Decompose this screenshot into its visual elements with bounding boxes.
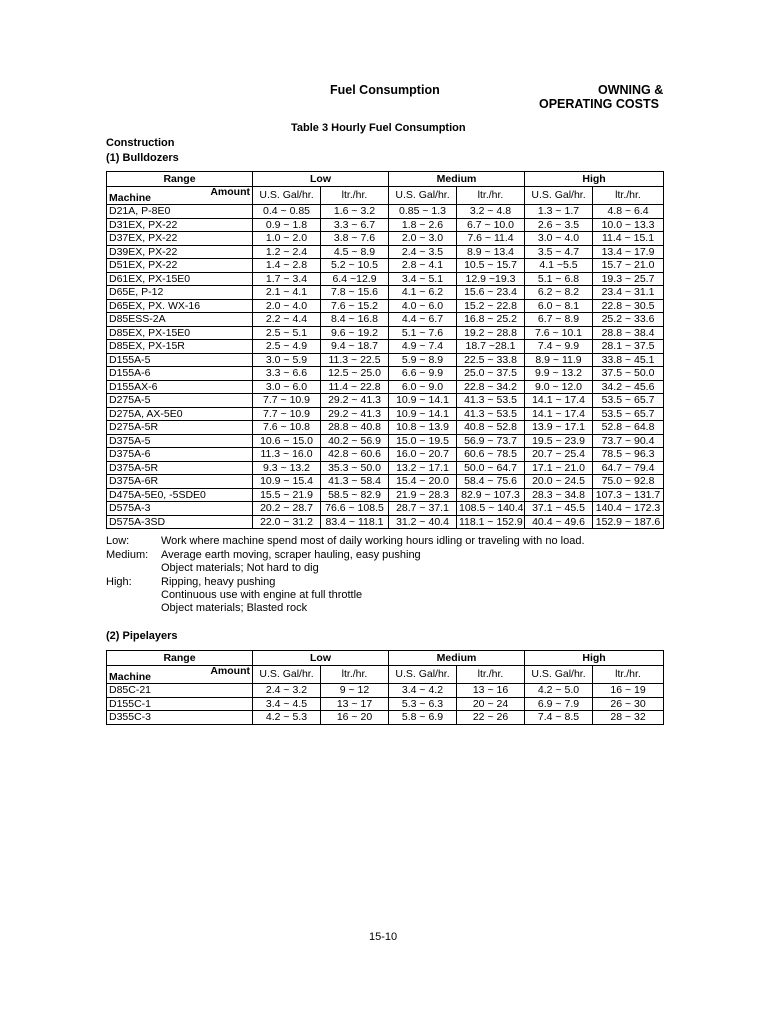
value-cell: 20.0 ~ 24.5 <box>525 475 593 489</box>
bulldozer-table-body <box>107 172 664 529</box>
value-cell: 7.6 ~ 10.1 <box>525 326 593 340</box>
value-cell: 9.3 ~ 13.2 <box>253 461 321 475</box>
table-row <box>107 448 664 462</box>
value-cell: 34.2 ~ 45.6 <box>593 380 664 394</box>
medium-gal-header: U.S. Gal/hr. <box>389 666 457 684</box>
value-cell: 37.1 ~ 45.5 <box>525 502 593 516</box>
table-row <box>107 380 664 394</box>
table-row <box>107 259 664 273</box>
machine-cell: D51EX, PX-22 <box>107 259 253 273</box>
value-cell: 15.6 ~ 23.4 <box>457 286 525 300</box>
value-cell: 8.9 ~ 13.4 <box>457 245 525 259</box>
table-row <box>107 205 664 219</box>
value-cell: 20 ~ 24 <box>457 697 525 711</box>
value-cell: 1.8 ~ 2.6 <box>389 218 457 232</box>
bulldozer-fuel-table <box>106 171 664 529</box>
value-cell: 4.5 ~ 8.9 <box>321 245 389 259</box>
value-cell: 82.9 ~ 107.3 <box>457 488 525 502</box>
value-cell: 42.8 ~ 60.6 <box>321 448 389 462</box>
machine-cell: D85EX, PX-15E0 <box>107 326 253 340</box>
machine-cell: D65E, P-12 <box>107 286 253 300</box>
value-cell: 15.0 ~ 19.5 <box>389 434 457 448</box>
value-cell: 5.1 ~ 7.6 <box>389 326 457 340</box>
value-cell: 118.1 ~ 152.9 <box>457 515 525 529</box>
value-cell: 83.4 ~ 118.1 <box>321 515 389 529</box>
value-cell: 13.9 ~ 17.1 <box>525 421 593 435</box>
value-cell: 4.9 ~ 7.4 <box>389 340 457 354</box>
value-cell: 107.3 ~ 131.7 <box>593 488 664 502</box>
value-cell: 0.85 ~ 1.3 <box>389 205 457 219</box>
value-cell: 3.4 ~ 4.5 <box>253 697 321 711</box>
value-cell: 6.9 ~ 7.9 <box>525 697 593 711</box>
value-cell: 1.4 ~ 2.8 <box>253 259 321 273</box>
value-cell: 9.9 ~ 13.2 <box>525 367 593 381</box>
low-ltr-header: ltr./hr. <box>321 187 389 205</box>
value-cell: 33.8 ~ 45.1 <box>593 353 664 367</box>
value-cell: 11.4 ~ 22.8 <box>321 380 389 394</box>
pipelayers-title: (2) Pipelayers <box>106 630 178 642</box>
value-cell: 16 ~ 19 <box>593 684 664 698</box>
value-cell: 6.7 ~ 10.0 <box>457 218 525 232</box>
machine-cell: D85EX, PX-15R <box>107 340 253 354</box>
medium-ltr-header: ltr./hr. <box>457 187 525 205</box>
value-cell: 4.1 ~ 6.2 <box>389 286 457 300</box>
value-cell: 0.4 ~ 0.85 <box>253 205 321 219</box>
value-cell: 3.4 ~ 5.1 <box>389 272 457 286</box>
value-cell: 2.5 ~ 5.1 <box>253 326 321 340</box>
value-cell: 3.3 ~ 6.6 <box>253 367 321 381</box>
value-cell: 40.2 ~ 56.9 <box>321 434 389 448</box>
amount-label: Amount <box>210 665 250 677</box>
machine-cell: D61EX, PX-15E0 <box>107 272 253 286</box>
legend-medium-label: Medium: <box>106 549 149 561</box>
value-cell: 5.1 ~ 6.8 <box>525 272 593 286</box>
value-cell: 11.3 ~ 16.0 <box>253 448 321 462</box>
table-row <box>107 340 664 354</box>
value-cell: 10.5 ~ 15.7 <box>457 259 525 273</box>
value-cell: 7.7 ~ 10.9 <box>253 394 321 408</box>
value-cell: 11.4 ~ 15.1 <box>593 232 664 246</box>
legend-high-text-1: Ripping, heavy pushing <box>161 576 276 588</box>
value-cell: 2.2 ~ 4.4 <box>253 313 321 327</box>
table-header-row-units <box>107 187 664 205</box>
table-row <box>107 697 664 711</box>
value-cell: 25.0 ~ 37.5 <box>457 367 525 381</box>
value-cell: 10.8 ~ 13.9 <box>389 421 457 435</box>
value-cell: 41.3 ~ 58.4 <box>321 475 389 489</box>
machine-cell: D31EX, PX-22 <box>107 218 253 232</box>
machine-cell: D575A-3 <box>107 502 253 516</box>
section-title: Construction <box>106 137 175 149</box>
table-row <box>107 407 664 421</box>
machine-cell: D375A-6R <box>107 475 253 489</box>
value-cell: 1.7 ~ 3.4 <box>253 272 321 286</box>
value-cell: 7.6 ~ 15.2 <box>321 299 389 313</box>
machine-cell: D155A-6 <box>107 367 253 381</box>
value-cell: 9.4 ~ 18.7 <box>321 340 389 354</box>
table-row <box>107 515 664 529</box>
value-cell: 41.3 ~ 53.5 <box>457 394 525 408</box>
legend-low-text: Work where machine spend most of daily working hours idling or traveling with no load. <box>161 535 585 547</box>
value-cell: 7.6 ~ 11.4 <box>457 232 525 246</box>
table-header-row-groups <box>107 172 664 187</box>
table-row <box>107 313 664 327</box>
value-cell: 14.1 ~ 17.4 <box>525 394 593 408</box>
value-cell: 13 ~ 16 <box>457 684 525 698</box>
value-cell: 7.4 ~ 9.9 <box>525 340 593 354</box>
value-cell: 4.4 ~ 6.7 <box>389 313 457 327</box>
table-row <box>107 286 664 300</box>
value-cell: 1.3 ~ 1.7 <box>525 205 593 219</box>
value-cell: 15.5 ~ 21.9 <box>253 488 321 502</box>
value-cell: 40.8 ~ 52.8 <box>457 421 525 435</box>
bulldozers-title: (1) Bulldozers <box>106 152 179 164</box>
medium-gal-header: U.S. Gal/hr. <box>389 187 457 205</box>
value-cell: 7.4 ~ 8.5 <box>525 711 593 725</box>
value-cell: 41.3 ~ 53.5 <box>457 407 525 421</box>
value-cell: 3.2 ~ 4.8 <box>457 205 525 219</box>
legend-low-label: Low: <box>106 535 130 547</box>
value-cell: 140.4 ~ 172.3 <box>593 502 664 516</box>
value-cell: 29.2 ~ 41.3 <box>321 394 389 408</box>
table-row <box>107 272 664 286</box>
value-cell: 18.7 ~28.1 <box>457 340 525 354</box>
value-cell: 2.5 ~ 4.9 <box>253 340 321 354</box>
value-cell: 1.2 ~ 2.4 <box>253 245 321 259</box>
value-cell: 2.6 ~ 3.5 <box>525 218 593 232</box>
page-number: 15-10 <box>369 931 398 943</box>
value-cell: 6.2 ~ 8.2 <box>525 286 593 300</box>
value-cell: 14.1 ~ 17.4 <box>525 407 593 421</box>
high-header: High <box>525 651 664 666</box>
value-cell: 6.4 ~12.9 <box>321 272 389 286</box>
legend-high-text-3: Object materials; Blasted rock <box>161 602 308 614</box>
value-cell: 20.2 ~ 28.7 <box>253 502 321 516</box>
value-cell: 20.7 ~ 25.4 <box>525 448 593 462</box>
value-cell: 3.4 ~ 4.2 <box>389 684 457 698</box>
value-cell: 2.0 ~ 4.0 <box>253 299 321 313</box>
value-cell: 15.2 ~ 22.8 <box>457 299 525 313</box>
machine-cell: D155AX-6 <box>107 380 253 394</box>
machine-cell: D85C-21 <box>107 684 253 698</box>
medium-header: Medium <box>389 172 525 187</box>
value-cell: 6.7 ~ 8.9 <box>525 313 593 327</box>
value-cell: 3.3 ~ 6.7 <box>321 218 389 232</box>
amount-machine-header <box>107 666 253 684</box>
value-cell: 73.7 ~ 90.4 <box>593 434 664 448</box>
value-cell: 28.1 ~ 37.5 <box>593 340 664 354</box>
value-cell: 22.8 ~ 34.2 <box>457 380 525 394</box>
value-cell: 3.0 ~ 6.0 <box>253 380 321 394</box>
value-cell: 64.7 ~ 79.4 <box>593 461 664 475</box>
value-cell: 53.5 ~ 65.7 <box>593 407 664 421</box>
value-cell: 4.2 ~ 5.3 <box>253 711 321 725</box>
value-cell: 0.9 ~ 1.8 <box>253 218 321 232</box>
low-ltr-header: ltr./hr. <box>321 666 389 684</box>
value-cell: 52.8 ~ 64.8 <box>593 421 664 435</box>
range-header: Range <box>107 172 253 187</box>
right-title-line1: OWNING & <box>598 83 664 97</box>
table-row <box>107 475 664 489</box>
value-cell: 4.0 ~ 6.0 <box>389 299 457 313</box>
value-cell: 28.7 ~ 37.1 <box>389 502 457 516</box>
table-row <box>107 684 664 698</box>
value-cell: 22.0 ~ 31.2 <box>253 515 321 529</box>
amount-machine-header <box>107 187 253 205</box>
machine-cell: D375A-5 <box>107 434 253 448</box>
value-cell: 2.4 ~ 3.5 <box>389 245 457 259</box>
medium-header: Medium <box>389 651 525 666</box>
high-header: High <box>525 172 664 187</box>
table-row <box>107 502 664 516</box>
machine-cell: D375A-6 <box>107 448 253 462</box>
value-cell: 40.4 ~ 49.6 <box>525 515 593 529</box>
value-cell: 16 ~ 20 <box>321 711 389 725</box>
value-cell: 9.6 ~ 19.2 <box>321 326 389 340</box>
table-row <box>107 299 664 313</box>
machine-cell: D21A, P-8E0 <box>107 205 253 219</box>
value-cell: 26 ~ 30 <box>593 697 664 711</box>
low-header: Low <box>253 172 389 187</box>
machine-cell: D39EX, PX-22 <box>107 245 253 259</box>
value-cell: 9 ~ 12 <box>321 684 389 698</box>
value-cell: 19.3 ~ 25.7 <box>593 272 664 286</box>
value-cell: 6.6 ~ 9.9 <box>389 367 457 381</box>
value-cell: 5.2 ~ 10.5 <box>321 259 389 273</box>
machine-label: Machine <box>109 671 152 683</box>
legend-medium-text-2: Object materials; Not hard to dig <box>161 562 319 574</box>
value-cell: 22 ~ 26 <box>457 711 525 725</box>
value-cell: 1.0 ~ 2.0 <box>253 232 321 246</box>
value-cell: 3.8 ~ 7.6 <box>321 232 389 246</box>
value-cell: 19.5 ~ 23.9 <box>525 434 593 448</box>
value-cell: 37.5 ~ 50.0 <box>593 367 664 381</box>
value-cell: 31.2 ~ 40.4 <box>389 515 457 529</box>
machine-cell: D155C-1 <box>107 697 253 711</box>
table-row <box>107 367 664 381</box>
value-cell: 10.0 ~ 13.3 <box>593 218 664 232</box>
high-gal-header: U.S. Gal/hr. <box>525 187 593 205</box>
value-cell: 50.0 ~ 64.7 <box>457 461 525 475</box>
machine-cell: D275A-5 <box>107 394 253 408</box>
value-cell: 8.4 ~ 16.8 <box>321 313 389 327</box>
value-cell: 25.2 ~ 33.6 <box>593 313 664 327</box>
machine-cell: D65EX, PX. WX-16 <box>107 299 253 313</box>
table-row <box>107 488 664 502</box>
value-cell: 8.9 ~ 11.9 <box>525 353 593 367</box>
value-cell: 3.5 ~ 4.7 <box>525 245 593 259</box>
value-cell: 75.0 ~ 92.8 <box>593 475 664 489</box>
value-cell: 4.8 ~ 6.4 <box>593 205 664 219</box>
value-cell: 2.0 ~ 3.0 <box>389 232 457 246</box>
amount-label: Amount <box>210 186 250 198</box>
value-cell: 23.4 ~ 31.1 <box>593 286 664 300</box>
table-header-row-groups <box>107 651 664 666</box>
value-cell: 3.0 ~ 5.9 <box>253 353 321 367</box>
value-cell: 22.8 ~ 30.5 <box>593 299 664 313</box>
table-row <box>107 394 664 408</box>
value-cell: 78.5 ~ 96.3 <box>593 448 664 462</box>
right-title-line2: OPERATING COSTS <box>539 97 659 111</box>
table-row <box>107 326 664 340</box>
value-cell: 7.7 ~ 10.9 <box>253 407 321 421</box>
value-cell: 2.4 ~ 3.2 <box>253 684 321 698</box>
range-header: Range <box>107 651 253 666</box>
value-cell: 35.3 ~ 50.0 <box>321 461 389 475</box>
machine-cell: D155A-5 <box>107 353 253 367</box>
center-title: Fuel Consumption <box>330 83 440 97</box>
machine-cell: D37EX, PX-22 <box>107 232 253 246</box>
legend-high-text-2: Continuous use with engine at full throttle <box>161 589 363 601</box>
value-cell: 108.5 ~ 140.4 <box>457 502 525 516</box>
high-ltr-header: ltr./hr. <box>593 187 664 205</box>
high-ltr-header: ltr./hr. <box>593 666 664 684</box>
value-cell: 28.8 ~ 38.4 <box>593 326 664 340</box>
value-cell: 2.8 ~ 4.1 <box>389 259 457 273</box>
value-cell: 28 ~ 32 <box>593 711 664 725</box>
table-title: Table 3 Hourly Fuel Consumption <box>291 122 466 134</box>
value-cell: 12.5 ~ 25.0 <box>321 367 389 381</box>
table-row <box>107 245 664 259</box>
value-cell: 7.6 ~ 10.8 <box>253 421 321 435</box>
value-cell: 13 ~ 17 <box>321 697 389 711</box>
pipelayer-table-body <box>107 651 664 725</box>
high-gal-header: U.S. Gal/hr. <box>525 666 593 684</box>
value-cell: 2.1 ~ 4.1 <box>253 286 321 300</box>
value-cell: 9.0 ~ 12.0 <box>525 380 593 394</box>
pipelayer-fuel-table <box>106 650 664 725</box>
machine-cell: D85ESS-2A <box>107 313 253 327</box>
machine-cell: D275A-5R <box>107 421 253 435</box>
value-cell: 12.9 ~19.3 <box>457 272 525 286</box>
value-cell: 4.1 ~5.5 <box>525 259 593 273</box>
value-cell: 13.2 ~ 17.1 <box>389 461 457 475</box>
machine-cell: D355C-3 <box>107 711 253 725</box>
value-cell: 5.8 ~ 6.9 <box>389 711 457 725</box>
value-cell: 5.9 ~ 8.9 <box>389 353 457 367</box>
value-cell: 53.5 ~ 65.7 <box>593 394 664 408</box>
table-row <box>107 232 664 246</box>
machine-cell: D575A-3SD <box>107 515 253 529</box>
low-header: Low <box>253 651 389 666</box>
value-cell: 13.4 ~ 17.9 <box>593 245 664 259</box>
machine-label: Machine <box>109 192 152 204</box>
machine-cell: D475A-5E0, -5SDE0 <box>107 488 253 502</box>
value-cell: 10.6 ~ 15.0 <box>253 434 321 448</box>
value-cell: 28.8 ~ 40.8 <box>321 421 389 435</box>
legend-high-label: High: <box>106 576 132 588</box>
value-cell: 28.3 ~ 34.8 <box>525 488 593 502</box>
value-cell: 16.8 ~ 25.2 <box>457 313 525 327</box>
value-cell: 15.4 ~ 20.0 <box>389 475 457 489</box>
table-row <box>107 421 664 435</box>
value-cell: 3.0 ~ 4.0 <box>525 232 593 246</box>
medium-ltr-header: ltr./hr. <box>457 666 525 684</box>
value-cell: 7.8 ~ 15.6 <box>321 286 389 300</box>
table-row <box>107 218 664 232</box>
value-cell: 58.5 ~ 82.9 <box>321 488 389 502</box>
legend-medium-text-1: Average earth moving, scraper hauling, easy pushing <box>161 549 421 561</box>
value-cell: 29.2 ~ 41.3 <box>321 407 389 421</box>
value-cell: 17.1 ~ 21.0 <box>525 461 593 475</box>
table-row <box>107 353 664 367</box>
value-cell: 21.9 ~ 28.3 <box>389 488 457 502</box>
value-cell: 16.0 ~ 20.7 <box>389 448 457 462</box>
value-cell: 6.0 ~ 8.1 <box>525 299 593 313</box>
value-cell: 11.3 ~ 22.5 <box>321 353 389 367</box>
value-cell: 58.4 ~ 75.6 <box>457 475 525 489</box>
value-cell: 6.0 ~ 9.0 <box>389 380 457 394</box>
value-cell: 22.5 ~ 33.8 <box>457 353 525 367</box>
value-cell: 10.9 ~ 14.1 <box>389 394 457 408</box>
value-cell: 76.6 ~ 108.5 <box>321 502 389 516</box>
value-cell: 15.7 ~ 21.0 <box>593 259 664 273</box>
value-cell: 4.2 ~ 5.0 <box>525 684 593 698</box>
value-cell: 10.9 ~ 15.4 <box>253 475 321 489</box>
table-row <box>107 434 664 448</box>
table-row <box>107 461 664 475</box>
table-header-row-units <box>107 666 664 684</box>
table-row <box>107 711 664 725</box>
machine-cell: D375A-5R <box>107 461 253 475</box>
low-gal-header: U.S. Gal/hr. <box>253 187 321 205</box>
value-cell: 60.6 ~ 78.5 <box>457 448 525 462</box>
low-gal-header: U.S. Gal/hr. <box>253 666 321 684</box>
value-cell: 152.9 ~ 187.6 <box>593 515 664 529</box>
value-cell: 5.3 ~ 6.3 <box>389 697 457 711</box>
value-cell: 56.9 ~ 73.7 <box>457 434 525 448</box>
value-cell: 10.9 ~ 14.1 <box>389 407 457 421</box>
value-cell: 1.6 ~ 3.2 <box>321 205 389 219</box>
value-cell: 19.2 ~ 28.8 <box>457 326 525 340</box>
machine-cell: D275A, AX-5E0 <box>107 407 253 421</box>
